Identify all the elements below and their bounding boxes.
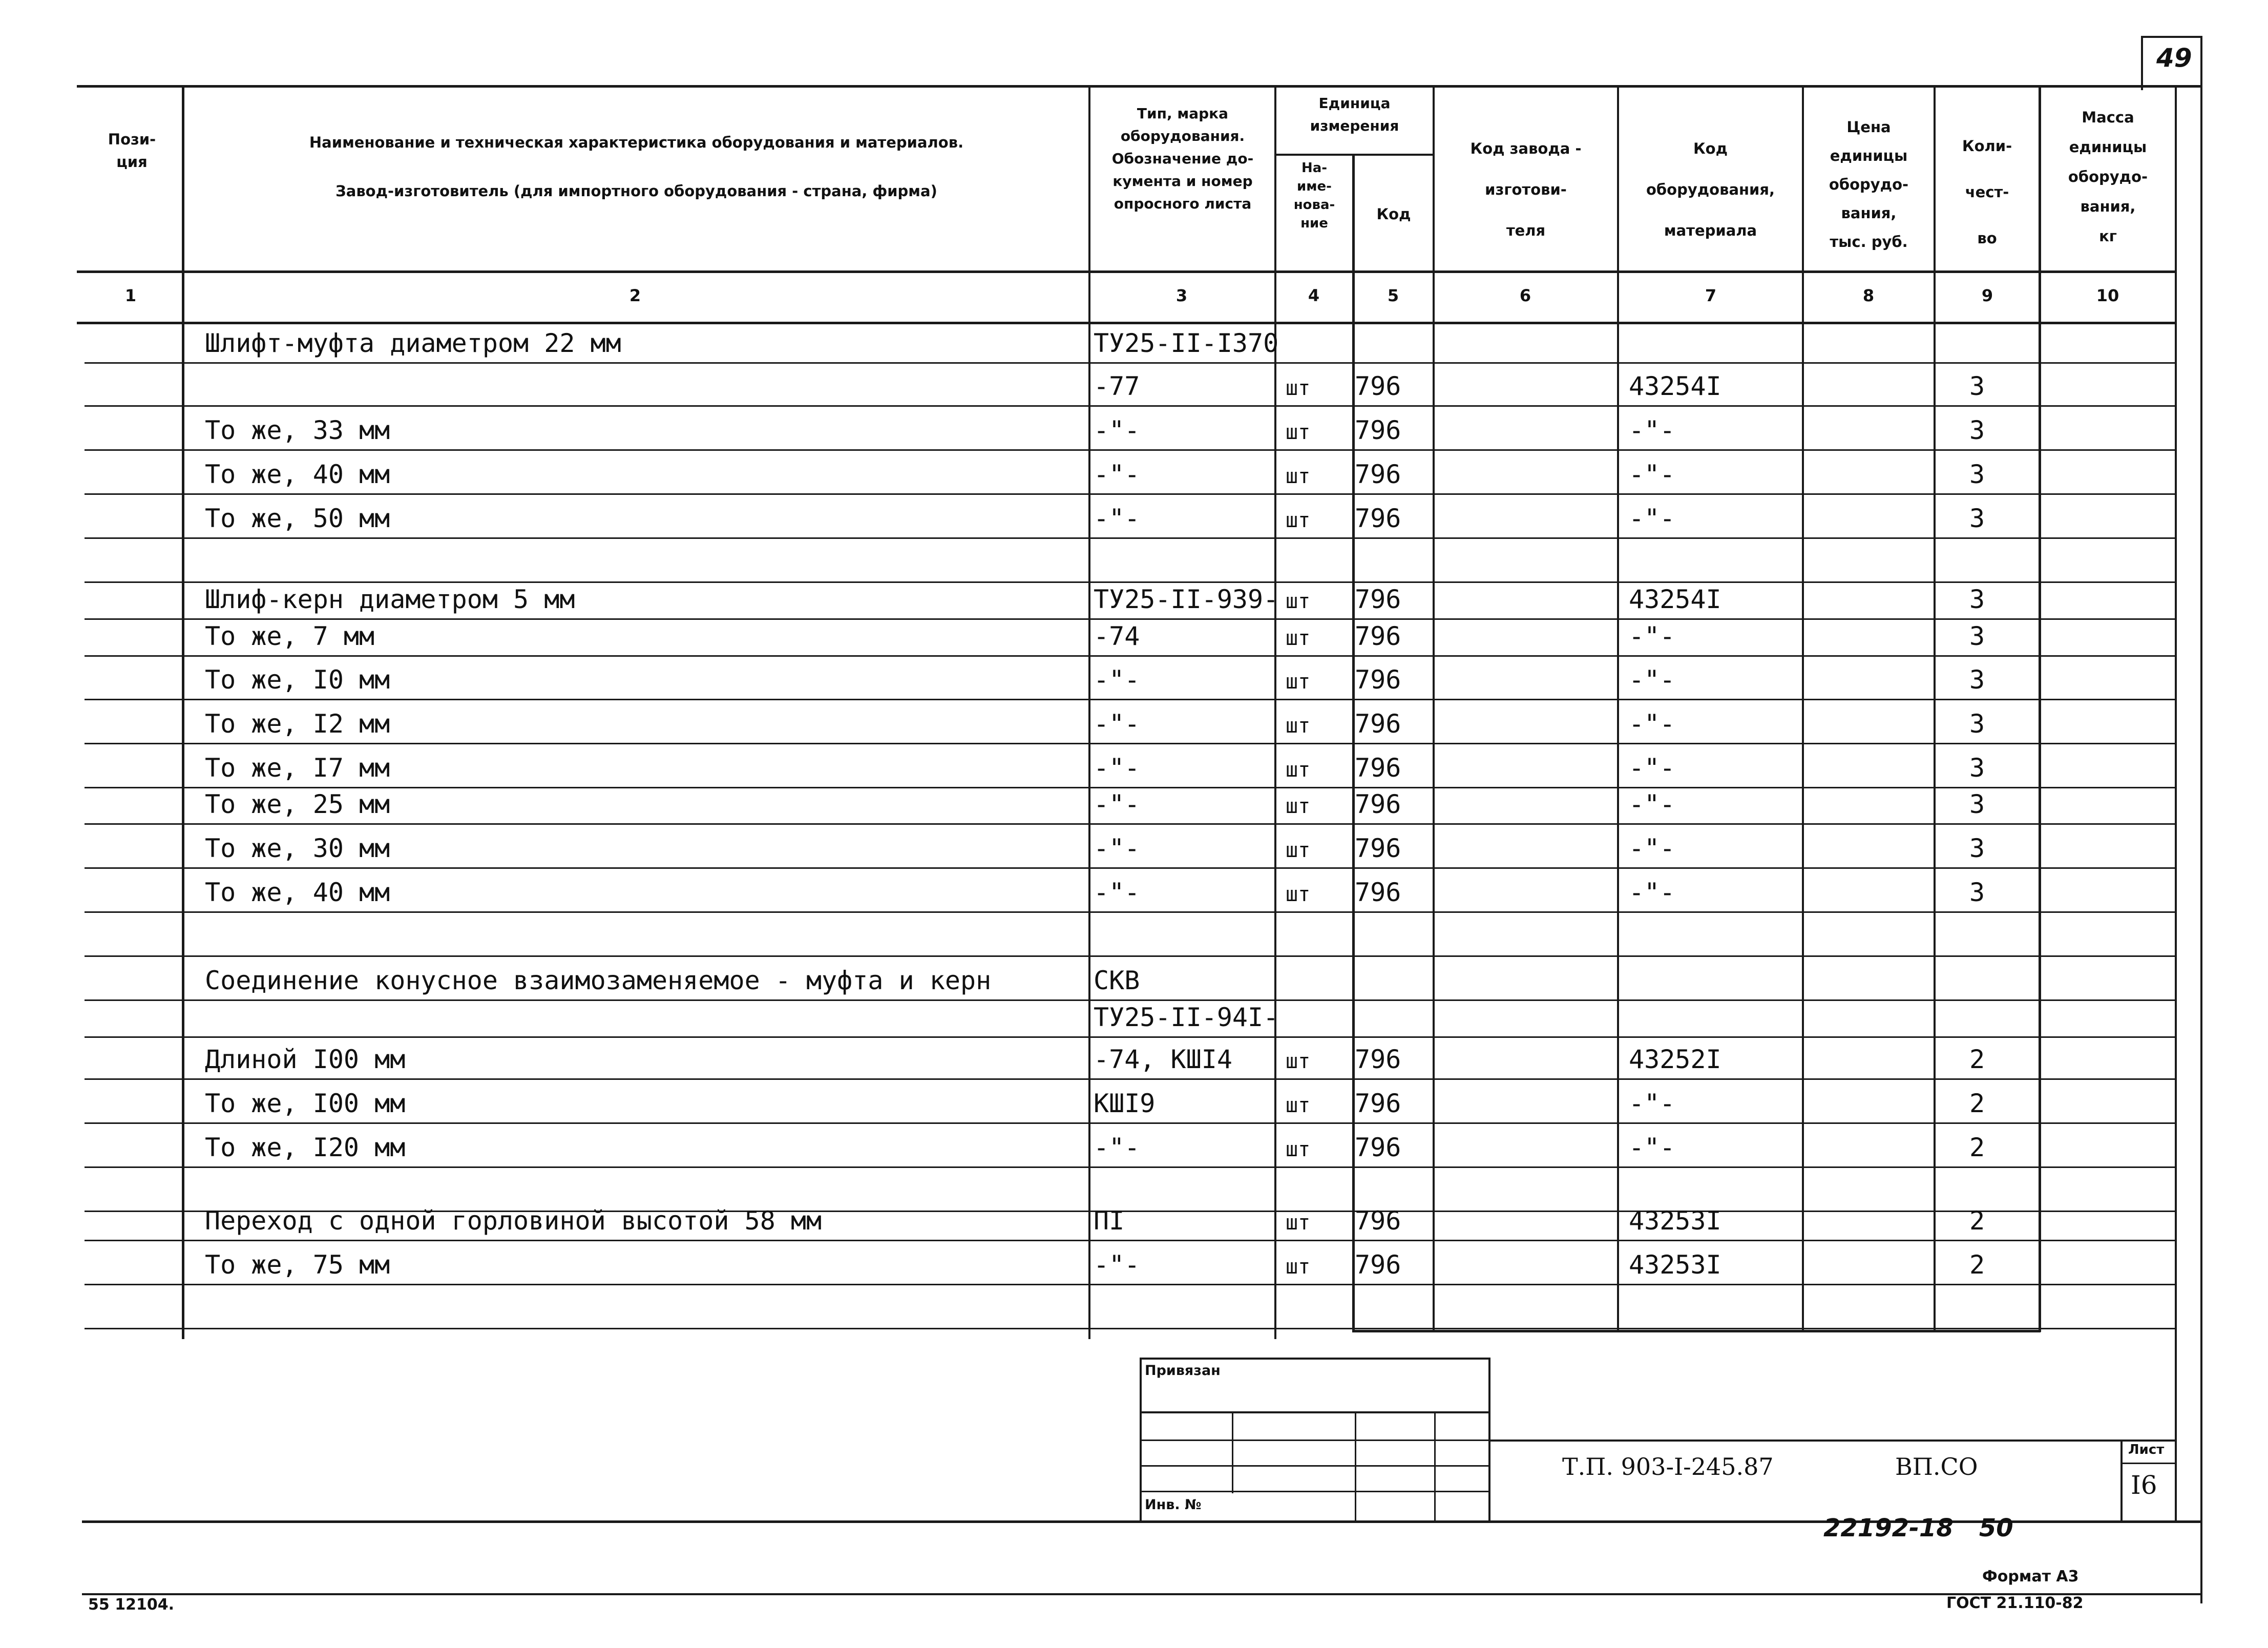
row-unit-code: 796 <box>1355 371 1401 401</box>
row-unit: шт <box>1286 465 1311 488</box>
column-number-6: 6 <box>1519 286 1531 305</box>
row-unit: шт <box>1286 1255 1311 1279</box>
header-qty: Коли- чест- во <box>1962 137 2012 247</box>
row-equip-code: -"- <box>1629 460 1675 489</box>
row-separator <box>85 655 2177 657</box>
column-number-1: 1 <box>124 286 137 305</box>
row-qty: 3 <box>1969 415 1985 445</box>
row-qty: 2 <box>1969 1206 1985 1236</box>
row-unit: шт <box>1286 421 1311 444</box>
row-equip-code: 43253I <box>1629 1206 1721 1236</box>
row-unit-code: 796 <box>1355 789 1401 819</box>
row-name: То же, 75 мм <box>205 1250 390 1280</box>
header-plant-code: Код завода - изготови- теля <box>1470 140 1582 239</box>
row-name: То же, 7 мм <box>205 621 375 651</box>
row-equip-code: -"- <box>1629 665 1675 695</box>
row-qty: 3 <box>1969 878 1985 907</box>
row-equip-code: 43254I <box>1629 585 1721 614</box>
row-separator <box>85 1166 2177 1168</box>
column-number-4: 4 <box>1308 286 1320 305</box>
row-unit-code: 796 <box>1355 709 1401 739</box>
row-name: То же, 30 мм <box>205 833 390 863</box>
header-mass: Масса единицы оборудо- вания, кг <box>2068 109 2148 245</box>
row-separator <box>85 911 2177 913</box>
row-unit: шт <box>1286 795 1311 818</box>
table-top-border <box>77 85 2202 88</box>
row-qty: 3 <box>1969 504 1985 533</box>
row-equip-code: -"- <box>1629 833 1675 863</box>
row-unit: шт <box>1286 714 1311 738</box>
header-unit-name: На- име- нова- ние <box>1293 160 1335 231</box>
row-unit-code: 796 <box>1355 621 1401 651</box>
row-type: -74, КШI4 <box>1094 1045 1232 1074</box>
row-type: -"- <box>1094 709 1140 739</box>
header-bottom-border <box>77 270 2177 273</box>
row-equip-code: -"- <box>1629 753 1675 783</box>
row-unit-code: 796 <box>1355 1250 1401 1280</box>
row-separator <box>85 449 2177 451</box>
row-unit: шт <box>1286 1138 1311 1161</box>
row-qty: 3 <box>1969 665 1985 695</box>
header-equip-code: Код оборудования, материала <box>1646 140 1775 239</box>
row-name: Шлиф-керн диаметром 5 мм <box>205 585 575 614</box>
row-separator <box>85 581 2177 583</box>
row-separator <box>85 537 2177 539</box>
row-unit: шт <box>1286 670 1311 694</box>
row-unit: шт <box>1286 1050 1311 1073</box>
row-type: ТУ25-II-I370 <box>1094 328 1279 358</box>
row-separator <box>85 1078 2177 1080</box>
row-unit: шт <box>1286 377 1311 400</box>
row-equip-code: 43253I <box>1629 1250 1721 1280</box>
row-separator <box>85 362 2177 364</box>
row-type: -"- <box>1094 504 1140 533</box>
column-number-8: 8 <box>1862 286 1875 305</box>
row-unit-code: 796 <box>1355 833 1401 863</box>
row-unit-code: 796 <box>1355 753 1401 783</box>
row-qty: 2 <box>1969 1045 1985 1074</box>
row-type: -"- <box>1094 833 1140 863</box>
row-qty: 2 <box>1969 1133 1985 1162</box>
row-qty: 3 <box>1969 371 1985 401</box>
row-type: ТУ25-II-94I- <box>1094 1003 1279 1032</box>
row-separator <box>85 1284 2177 1285</box>
header-name-line2: Завод-изготовитель (для импортного оборудования - страна, фирма) <box>335 182 937 200</box>
row-type: КШI9 <box>1094 1089 1156 1118</box>
row-unit-code: 796 <box>1355 1089 1401 1118</box>
column-number-10: 10 <box>2096 286 2119 305</box>
row-separator <box>85 1036 2177 1038</box>
row-name: То же, 25 мм <box>205 789 390 819</box>
row-type: -74 <box>1094 621 1140 651</box>
row-qty: 3 <box>1969 585 1985 614</box>
row-type: -"- <box>1094 460 1140 489</box>
row-name: То же, 40 мм <box>205 460 390 489</box>
row-unit: шт <box>1286 839 1311 862</box>
row-type: -"- <box>1094 1133 1140 1162</box>
row-unit: шт <box>1286 590 1311 613</box>
handwritten-number: 22192-18 50 <box>1823 1514 2013 1542</box>
row-qty: 2 <box>1969 1089 1985 1118</box>
format-label: Формат А3 <box>1982 1568 2079 1586</box>
stamp-attached-label: Привязан <box>1145 1363 1221 1379</box>
row-type: -"- <box>1094 753 1140 783</box>
row-separator <box>85 405 2177 407</box>
row-qty: 3 <box>1969 621 1985 651</box>
row-unit: шт <box>1286 627 1311 650</box>
row-equip-code: -"- <box>1629 789 1675 819</box>
row-type: ПI <box>1094 1206 1125 1236</box>
row-unit-code: 796 <box>1355 665 1401 695</box>
row-qty: 3 <box>1969 833 1985 863</box>
row-unit-code: 796 <box>1355 1133 1401 1162</box>
row-type: СКВ <box>1094 966 1140 995</box>
row-type: ТУ25-II-939- <box>1094 585 1279 614</box>
row-qty: 2 <box>1969 1250 1985 1280</box>
row-equip-code: -"- <box>1629 1089 1675 1118</box>
row-unit-code: 796 <box>1355 1045 1401 1074</box>
row-name: То же, I2 мм <box>205 709 390 739</box>
row-name: То же, I0 мм <box>205 665 390 695</box>
row-separator <box>85 743 2177 744</box>
row-unit: шт <box>1286 1211 1311 1235</box>
row-type: -"- <box>1094 415 1140 445</box>
sheet-number: I6 <box>2131 1470 2157 1500</box>
row-type: -"- <box>1094 665 1140 695</box>
row-equip-code: -"- <box>1629 709 1675 739</box>
row-equip-code: -"- <box>1629 1133 1675 1162</box>
row-equip-code: -"- <box>1629 878 1675 907</box>
row-unit-code: 796 <box>1355 1206 1401 1236</box>
row-equip-code: -"- <box>1629 504 1675 533</box>
footer-left-number: 55 12104. <box>88 1596 174 1614</box>
row-unit-code: 796 <box>1355 415 1401 445</box>
row-unit: шт <box>1286 1094 1311 1117</box>
row-separator <box>85 1122 2177 1124</box>
row-separator <box>85 1240 2177 1241</box>
row-separator <box>85 955 2177 957</box>
row-name: То же, 50 мм <box>205 504 390 533</box>
sheet-corner-number: 49 <box>2156 43 2192 73</box>
header-position: Пози- ция <box>108 131 156 171</box>
header-type: Тип, марка оборудования. Обозначение до- кумента и номер опросного листа <box>1111 105 1254 212</box>
header-unit-code: Код <box>1376 205 1411 223</box>
row-unit: шт <box>1286 758 1311 782</box>
header-name-line1: Наименование и техническая характеристика оборудования и материалов. <box>309 134 964 151</box>
row-separator <box>85 867 2177 869</box>
row-unit: шт <box>1286 883 1311 906</box>
row-name: То же, I00 мм <box>205 1089 406 1118</box>
gost-label: ГОСТ 21.110-82 <box>1946 1594 2084 1612</box>
row-separator <box>85 823 2177 825</box>
row-type: -"- <box>1094 1250 1140 1280</box>
column-number-9: 9 <box>1981 286 1993 305</box>
column-number-3: 3 <box>1175 286 1188 305</box>
sheet-label: Лист <box>2128 1442 2165 1457</box>
row-equip-code: -"- <box>1629 621 1675 651</box>
row-separator <box>85 787 2177 788</box>
row-separator <box>85 999 2177 1001</box>
row-type: -"- <box>1094 878 1140 907</box>
row-equip-code: 43252I <box>1629 1045 1721 1074</box>
row-unit-code: 796 <box>1355 585 1401 614</box>
row-name: Переход с одной горловиной высотой 58 мм <box>205 1206 822 1236</box>
row-unit-code: 796 <box>1355 460 1401 489</box>
row-name: То же, 33 мм <box>205 415 390 445</box>
row-separator <box>85 618 2177 620</box>
row-qty: 3 <box>1969 789 1985 819</box>
stamp-inv-label: Инв. № <box>1145 1497 1202 1513</box>
row-separator <box>85 1328 2177 1329</box>
column-number-5: 5 <box>1387 286 1399 305</box>
row-name: Длиной I00 мм <box>205 1045 406 1074</box>
row-qty: 3 <box>1969 709 1985 739</box>
row-unit-code: 796 <box>1355 878 1401 907</box>
row-unit-code: 796 <box>1355 504 1401 533</box>
doc-code: Т.П. 903-I-245.87 <box>1562 1453 1774 1480</box>
row-name: То же, I7 мм <box>205 753 390 783</box>
row-type: -77 <box>1094 371 1140 401</box>
row-equip-code: 43254I <box>1629 371 1721 401</box>
row-unit: шт <box>1286 509 1311 532</box>
header-unit: Единица измерения <box>1310 95 1399 134</box>
row-name: Шлифт-муфта диаметром 22 мм <box>205 328 621 358</box>
column-number-7: 7 <box>1705 286 1717 305</box>
row-name: Соединение конусное взаимозаменяемое - муфта и керн <box>205 966 992 995</box>
doc-section: ВП.СО <box>1895 1453 1978 1480</box>
header-price: Цена единицы оборудо- вания, тыс. руб. <box>1829 118 1909 251</box>
row-name: То же, I20 мм <box>205 1133 406 1162</box>
row-type: -"- <box>1094 789 1140 819</box>
row-name: То же, 40 мм <box>205 878 390 907</box>
row-equip-code: -"- <box>1629 415 1675 445</box>
row-separator <box>85 493 2177 495</box>
row-qty: 3 <box>1969 753 1985 783</box>
row-separator <box>85 699 2177 700</box>
column-number-2: 2 <box>629 286 641 305</box>
row-qty: 3 <box>1969 460 1985 489</box>
